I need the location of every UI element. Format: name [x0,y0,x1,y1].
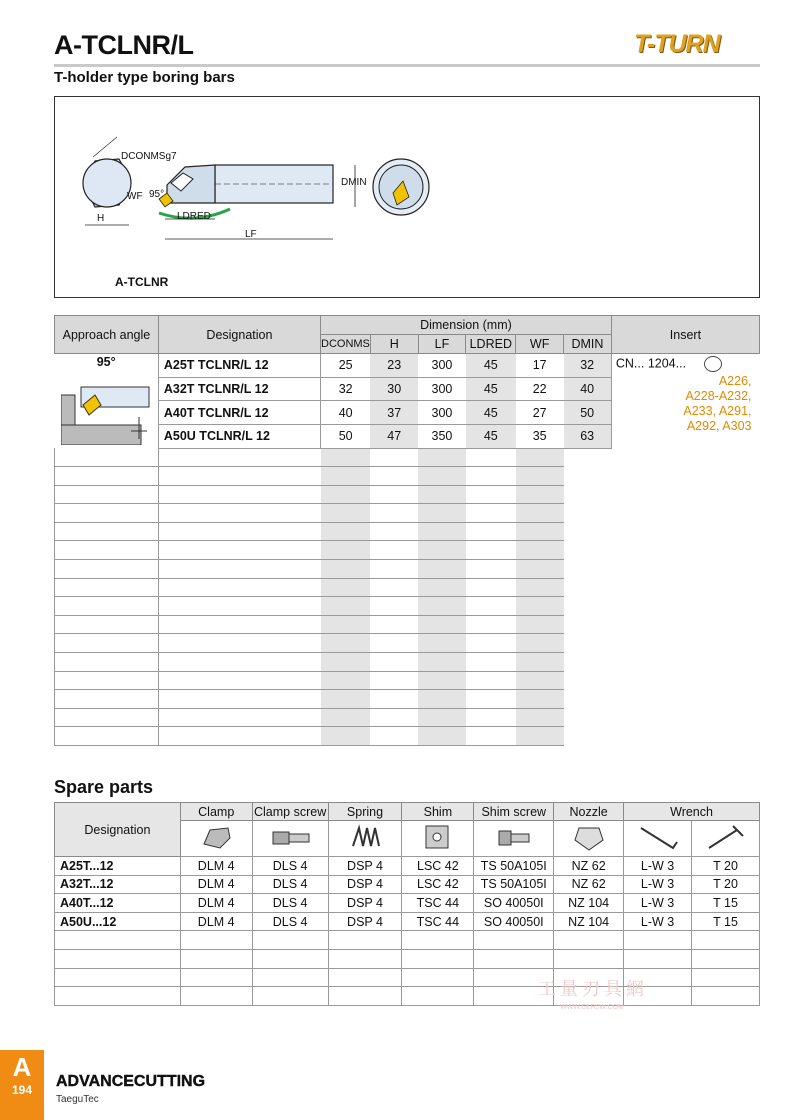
empty-cell [418,653,466,672]
dim-cell: 22 [516,377,564,401]
shim-icon [402,821,474,857]
empty-cell [516,653,564,672]
angle-label: 95° [149,189,165,200]
empty-cell [370,597,418,616]
empty-row [55,597,760,616]
insert-ref-link[interactable]: A226, [718,374,752,388]
empty-cell [516,578,564,597]
dim-cell: 45 [466,354,516,378]
empty-cell [158,597,320,616]
insert-ref-link[interactable]: A233, A291, [683,404,752,418]
spare-cell: DLM 4 [180,875,252,894]
spare-cell: DSP 4 [328,857,402,876]
lf-label: LF [245,229,257,240]
empty-cell [55,671,159,690]
brand-logo: T-TURN [634,30,720,58]
insert-ref-link[interactable]: A292, A303 [686,419,752,433]
empty-row [55,615,760,634]
approach-diagram-icon [61,375,151,445]
empty-cell [158,504,320,523]
insert-cell [611,354,759,449]
dim-cell: 32 [321,377,371,401]
empty-spare-rows [55,931,760,1005]
empty-row [55,541,760,560]
empty-cell [321,653,371,672]
dim-cell: 50 [564,401,612,425]
empty-cell [466,541,516,560]
spare-cell: DLM 4 [180,857,252,876]
empty-cell [158,615,320,634]
empty-cell [321,485,371,504]
empty-row [55,671,760,690]
empty-cell [418,467,466,486]
empty-row [55,931,760,950]
spare-cell: SO 40050I [474,894,554,913]
empty-cell [55,541,159,560]
dim-cell: 40 [321,401,371,425]
spare-cell: TSC 44 [402,894,474,913]
empty-cell [370,671,418,690]
empty-cell [466,522,516,541]
dim-header-dmin: DMIN [564,335,612,354]
clamp-screw-header: Clamp screw [253,804,327,819]
empty-cell [466,578,516,597]
empty-cell [418,671,466,690]
empty-cell [418,634,466,653]
title-divider [54,64,760,67]
empty-cell [321,727,371,746]
spare-parts-table [54,802,760,1006]
wf-label: WF [127,191,143,202]
spare-cell: LSC 42 [402,875,474,894]
empty-cell [516,560,564,579]
empty-cell [418,597,466,616]
empty-cell [692,931,760,950]
spare-cell: L-W 3 [624,894,692,913]
empty-cell [516,467,564,486]
empty-cell [370,522,418,541]
page-title: A-TCLNR/L [54,30,194,60]
dim-header-ldred: LDRED [466,335,516,354]
empty-cell [466,615,516,634]
dim-cell: 23 [370,354,418,378]
spare-row [55,894,760,913]
empty-cell [466,653,516,672]
empty-cell [516,727,564,746]
spare-cell: DLS 4 [252,894,328,913]
empty-cell [418,448,466,467]
empty-row [55,485,760,504]
empty-cell [321,708,371,727]
spare-cell: DSP 4 [328,912,402,931]
empty-cell [418,560,466,579]
empty-cell [370,690,418,709]
empty-cell [321,578,371,597]
empty-cell [466,708,516,727]
empty-cell [624,949,692,968]
spare-cell: T 15 [692,894,760,913]
empty-cell [180,931,252,950]
empty-cell [466,504,516,523]
empty-row [55,653,760,672]
spare-cell: L-W 3 [624,912,692,931]
empty-cell [158,671,320,690]
footer-brand: ADVANCECUTTING [56,1073,206,1090]
shim-header: Shim [402,803,474,821]
empty-cell [321,634,371,653]
empty-cell [402,968,474,987]
empty-cell [466,634,516,653]
empty-cell [158,727,320,746]
dim-header-wf: WF [516,335,564,354]
empty-cell [158,690,320,709]
empty-cell [55,578,159,597]
empty-row [55,727,760,746]
empty-cell [466,727,516,746]
empty-cell [321,597,371,616]
empty-cell [55,485,159,504]
empty-cell [370,708,418,727]
empty-cell [252,931,328,950]
dim-cell: 63 [564,424,612,448]
empty-row [55,968,760,987]
empty-cell [328,987,402,1006]
empty-cell [370,653,418,672]
empty-cell [180,987,252,1006]
spare-cell: DSP 4 [328,894,402,913]
approach-angle-value: 95° [96,355,116,369]
empty-cell [158,634,320,653]
spare-cell: T 15 [692,912,760,931]
empty-cell [55,634,159,653]
empty-row [55,987,760,1006]
spare-parts-title: Spare parts [54,777,154,797]
empty-cell [55,690,159,709]
nozzle-header: Nozzle [554,803,624,821]
section-letter: A [12,1052,32,1082]
empty-cell [321,541,371,560]
empty-cell [516,485,564,504]
h-label: H [97,213,105,224]
spare-cell: NZ 104 [554,912,624,931]
empty-cell [321,615,371,634]
insert-header: Insert [611,316,759,354]
empty-cell [55,653,159,672]
empty-cell [370,727,418,746]
dim-cell: 35 [516,424,564,448]
empty-cell [158,467,320,486]
empty-cell [328,949,402,968]
spare-row [55,875,760,894]
watermark: 工量刃具網 [538,979,648,999]
spare-designation-cell: A32T...12 [55,875,181,894]
shim-screw-header: Shim screw [474,803,554,821]
dim-cell: 45 [466,377,516,401]
spare-cell: DLS 4 [252,875,328,894]
empty-cell [370,560,418,579]
empty-row [55,467,760,486]
spare-cell: TSC 44 [402,912,474,931]
spare-cell: NZ 104 [554,894,624,913]
empty-cell [402,931,474,950]
dimension-table [54,315,760,746]
empty-cell [158,485,320,504]
dim-cell: 25 [321,354,371,378]
empty-cell [158,448,320,467]
empty-cell [466,560,516,579]
empty-rows [55,448,760,746]
empty-row [55,448,760,467]
empty-cell [370,634,418,653]
empty-cell [474,949,554,968]
spare-designation-cell: A50U...12 [55,912,181,931]
nozzle-icon [554,821,624,857]
empty-row [55,634,760,653]
dim-header-h: H [370,335,418,354]
empty-cell [55,522,159,541]
dim-cell: 17 [516,354,564,378]
empty-row [55,708,760,727]
spring-header: Spring [328,803,402,821]
empty-cell [158,653,320,672]
designation-cell: A32T TCLNR/L 12 [158,377,320,401]
empty-cell [402,987,474,1006]
dim-cell: 50 [321,424,371,448]
empty-cell [55,931,181,950]
designation-cell: A50U TCLNR/L 12 [158,424,320,448]
spare-cell: DLM 4 [180,912,252,931]
dmin-label: DMIN [341,177,367,188]
empty-row [55,504,760,523]
empty-cell [370,615,418,634]
empty-cell [418,504,466,523]
empty-cell [418,690,466,709]
empty-cell [328,931,402,950]
spare-cell: SO 40050I [474,912,554,931]
empty-cell [55,560,159,579]
empty-cell [418,522,466,541]
dconms-label: DCONMSg7 [121,151,177,162]
empty-cell [516,690,564,709]
spare-cell: NZ 62 [554,857,624,876]
spare-designation-cell: A40T...12 [55,894,181,913]
empty-cell [516,634,564,653]
spare-cell: T 20 [692,857,760,876]
technical-drawing [54,96,760,298]
empty-cell [55,504,159,523]
empty-cell [474,931,554,950]
designation-cell: A25T TCLNR/L 12 [158,354,320,378]
empty-cell [158,560,320,579]
empty-cell [466,671,516,690]
approach-angle-cell [55,354,159,449]
empty-cell [252,987,328,1006]
empty-cell [554,931,624,950]
empty-cell [180,968,252,987]
spare-cell: T 20 [692,875,760,894]
clamp-screw-icon [252,821,328,857]
page-number: 194 [11,1083,33,1097]
dim-cell: 32 [564,354,612,378]
spare-cell: TS 50A105I [474,857,554,876]
magnifier-icon [704,356,722,372]
empty-cell [370,485,418,504]
empty-cell [55,949,181,968]
empty-cell [370,448,418,467]
empty-cell [158,522,320,541]
dim-header-dconms: DCONMS [321,335,371,354]
wrench-header: Wrench [624,803,760,821]
empty-cell [466,467,516,486]
empty-cell [516,597,564,616]
empty-row [55,522,760,541]
empty-cell [328,968,402,987]
empty-cell [516,615,564,634]
empty-cell [624,931,692,950]
empty-cell [158,708,320,727]
empty-cell [321,522,371,541]
empty-cell [252,968,328,987]
empty-cell [516,448,564,467]
dimension-header: Dimension (mm) [321,316,612,335]
watermark-url: WWW.GLRJW.COM [560,1004,624,1011]
empty-cell [466,690,516,709]
spare-cell: DLM 4 [180,894,252,913]
empty-cell [554,949,624,968]
empty-cell [516,541,564,560]
dim-cell: 350 [418,424,466,448]
empty-cell [466,448,516,467]
drawing-caption: A-TCLNR [115,275,169,289]
insert-code: CN... 1204... [615,356,687,371]
dim-cell: 40 [564,377,612,401]
footer-brand-sub: TaeguTec [56,1094,99,1105]
empty-cell [692,949,760,968]
empty-row [55,560,760,579]
empty-cell [402,949,474,968]
empty-row [55,578,760,597]
empty-cell [55,727,159,746]
empty-cell [516,504,564,523]
empty-cell [321,671,371,690]
empty-cell [370,578,418,597]
dim-cell: 47 [370,424,418,448]
spare-cell: L-W 3 [624,857,692,876]
table-row [55,354,760,378]
empty-cell [55,987,181,1006]
dim-cell: 37 [370,401,418,425]
empty-cell [516,522,564,541]
empty-cell [370,504,418,523]
dim-cell: 45 [466,401,516,425]
dim-cell: 45 [466,424,516,448]
spare-cell: LSC 42 [402,857,474,876]
spare-cell: DLS 4 [252,857,328,876]
page-subtitle: T-holder type boring bars [54,69,235,86]
clamp-icon [180,821,252,857]
spare-cell: TS 50A105I [474,875,554,894]
dim-cell: 30 [370,377,418,401]
empty-row [55,690,760,709]
empty-cell [55,708,159,727]
empty-cell [418,727,466,746]
designation-cell: A40T TCLNR/L 12 [158,401,320,425]
spare-cell: L-W 3 [624,875,692,894]
empty-cell [370,541,418,560]
empty-cell [55,467,159,486]
empty-cell [321,467,371,486]
empty-cell [55,448,159,467]
empty-cell [55,615,159,634]
spare-cell: DSP 4 [328,875,402,894]
empty-cell [55,968,181,987]
empty-cell [516,671,564,690]
empty-cell [55,597,159,616]
spare-row [55,912,760,931]
empty-cell [692,968,760,987]
empty-cell [466,485,516,504]
empty-cell [180,949,252,968]
clamp-header: Clamp [180,803,252,821]
empty-cell [692,987,760,1006]
dim-cell: 300 [418,401,466,425]
spring-icon [328,821,402,857]
empty-cell [418,708,466,727]
empty-cell [158,578,320,597]
spare-cell: DLS 4 [252,912,328,931]
dim-header-lf: LF [418,335,466,354]
empty-cell [418,615,466,634]
empty-cell [321,560,371,579]
empty-cell [252,949,328,968]
approach-angle-header: Approach angle [55,316,159,354]
shim-screw-icon [474,821,554,857]
spare-cell: NZ 62 [554,875,624,894]
t-wrench-icon [692,821,760,857]
empty-cell [466,597,516,616]
empty-cell [418,541,466,560]
spare-designation-header: Designation [55,803,181,857]
dim-cell: 300 [418,377,466,401]
dim-cell: 27 [516,401,564,425]
empty-cell [321,504,371,523]
empty-row [55,949,760,968]
designation-header: Designation [158,316,320,354]
l-wrench-icon [624,821,692,857]
empty-cell [370,467,418,486]
empty-cell [158,541,320,560]
empty-cell [321,448,371,467]
ldred-label: LDRED [177,211,211,222]
spare-row [55,857,760,876]
empty-cell [418,485,466,504]
empty-cell [418,578,466,597]
insert-ref-link[interactable]: A228-A232, [685,389,752,403]
dim-cell: 300 [418,354,466,378]
spare-designation-cell: A25T...12 [55,857,181,876]
empty-cell [321,690,371,709]
empty-cell [516,708,564,727]
